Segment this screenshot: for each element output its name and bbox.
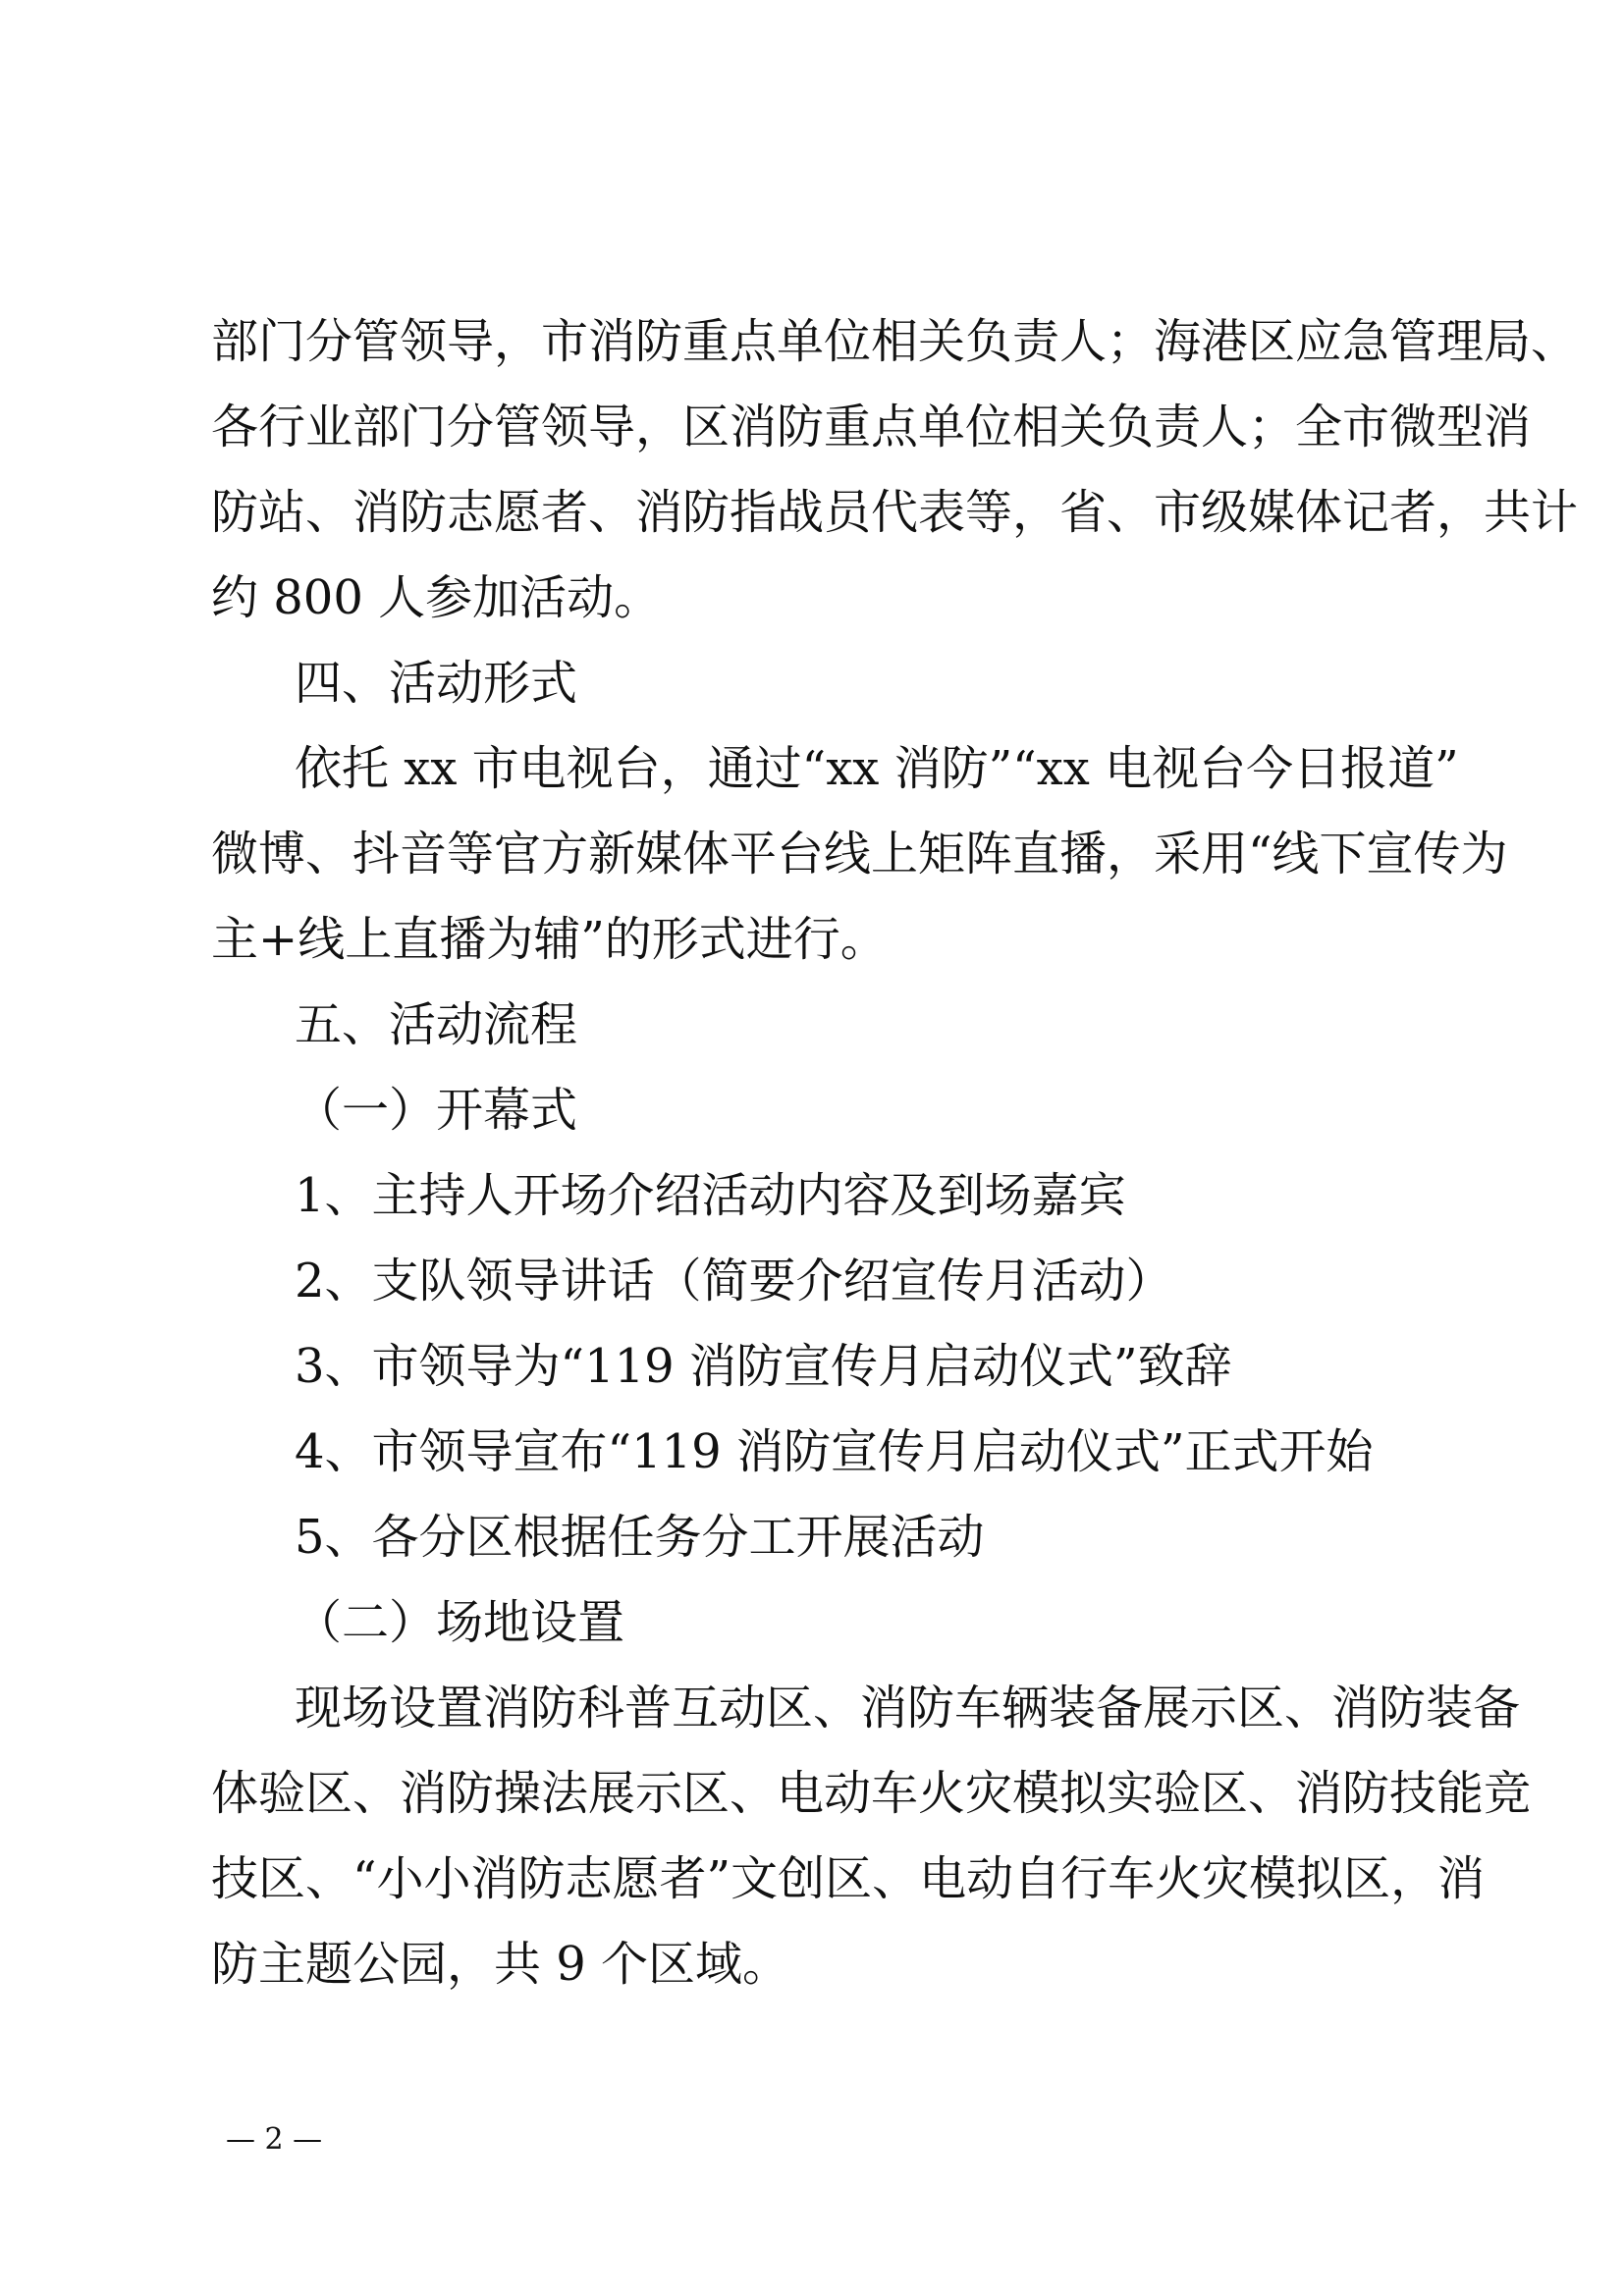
text-line: 约 800 人参加活动。	[211, 570, 662, 625]
text-line: 现场设置消防科普互动区、消防车辆装备展示区、消防装备	[295, 1681, 1521, 1735]
list-item: 2、支队领导讲话（简要介绍宣传月活动）	[295, 1254, 1173, 1308]
page-number: — 2 —	[226, 2122, 323, 2157]
text-line: 部门分管领导，市消防重点单位相关负责人；海港区应急管理局、	[211, 314, 1579, 369]
text-line: 微博、抖音等官方新媒体平台线上矩阵直播，采用“线下宣传为	[211, 827, 1508, 881]
text-line: 技区、“小小消防志愿者”文创区、电动自行车火灾模拟区，消	[211, 1851, 1486, 1906]
list-item: 4、市领导宣布“119 消防宣传月启动仪式”正式开始	[295, 1424, 1374, 1479]
sub-heading: （二）场地设置	[295, 1595, 625, 1650]
text-line: 防主题公园，共 9 个区域。	[211, 1937, 790, 1992]
sub-heading: （一）开幕式	[295, 1083, 578, 1138]
text-line: 主+线上直播为辅”的形式进行。	[211, 912, 888, 967]
list-item: 3、市领导为“119 消防宣传月启动仪式”致辞	[295, 1339, 1232, 1394]
list-item: 5、各分区根据任务分工开展活动	[295, 1510, 985, 1565]
text-line: 依托 xx 市电视台，通过“xx 消防”“xx 电视台今日报道”	[295, 741, 1459, 796]
section-heading: 五、活动流程	[295, 997, 578, 1052]
text-line: 防站、消防志愿者、消防指战员代表等，省、市级媒体记者，共计	[211, 485, 1579, 540]
list-item: 1、主持人开场介绍活动内容及到场嘉宾	[295, 1168, 1126, 1223]
text-line: 体验区、消防操法展示区、电动车火灾模拟实验区、消防技能竞	[211, 1766, 1532, 1821]
section-heading: 四、活动形式	[295, 656, 578, 711]
text-line: 各行业部门分管领导，区消防重点单位相关负责人；全市微型消	[211, 400, 1532, 454]
